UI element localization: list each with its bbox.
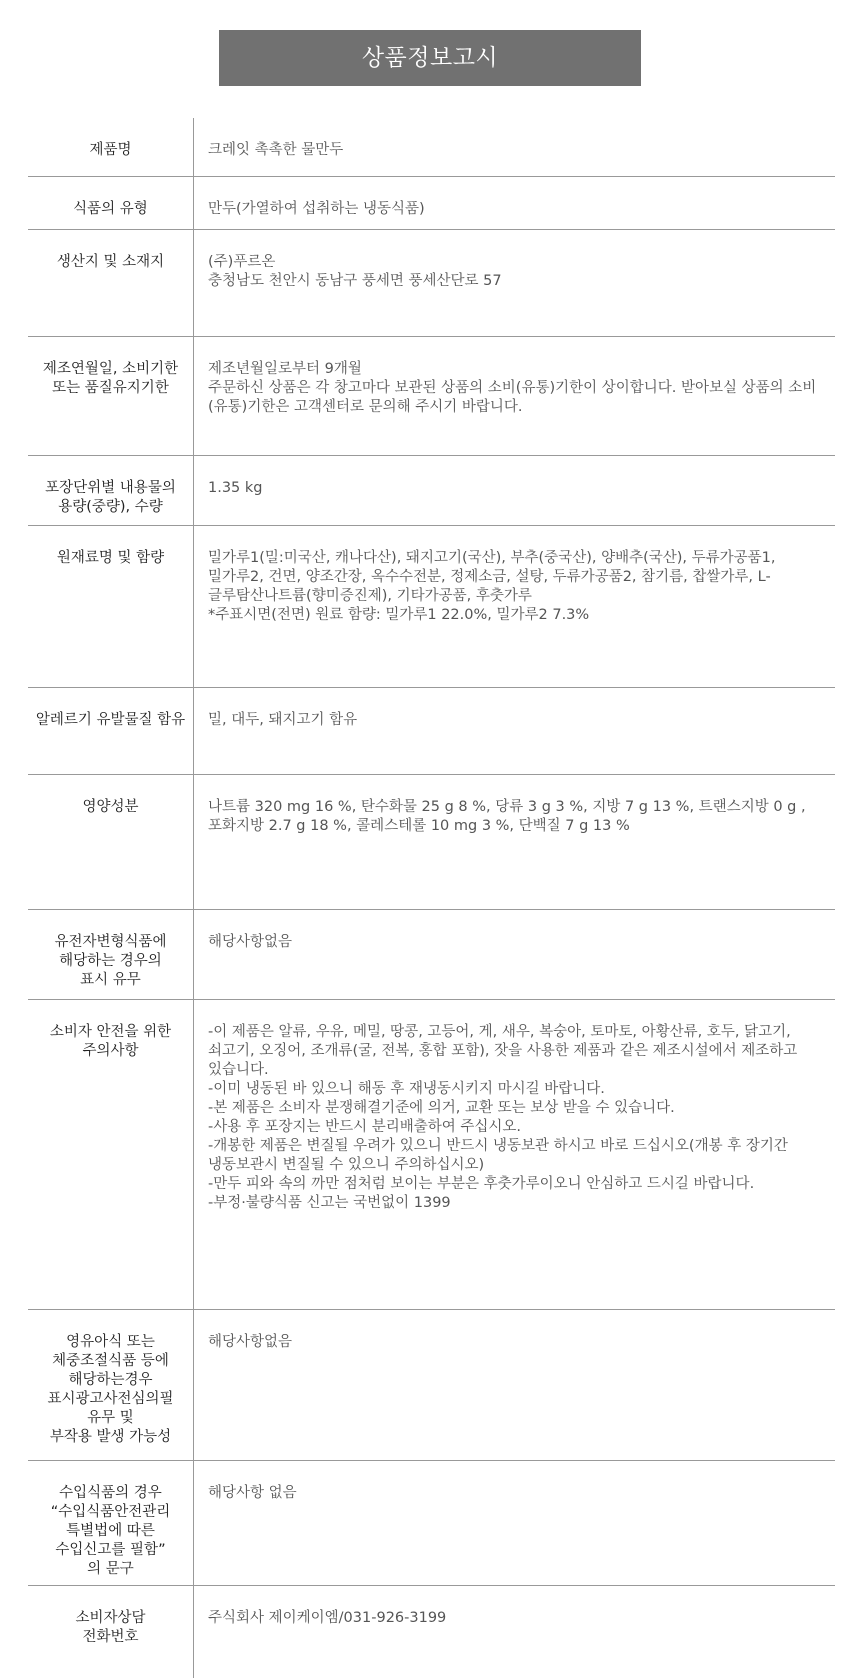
row-value: 제조년월일로부터 9개월 주문하신 상품은 각 창고마다 보관된 상품의 소비(유통)기한이 상이합니다. 받아보실 상품의 소비(유통)기한은 고객센터로 문의해 주시기 바랍니다.	[208, 361, 817, 415]
table-row	[28, 1310, 835, 1461]
table-row	[28, 1461, 835, 1586]
table-row	[28, 456, 835, 526]
table-row	[28, 118, 835, 177]
row-value: 나트륨 320 mg 16 %, 탄수화물 25 g 8 %, 당류 3 g 3 %, 지방 7 g 13 %, 트랜스지방 0 g , 포화지방 2.7 g 18 %, 콜레스테롤 10 mg 3 %, 단백질 7 g 13 %	[208, 799, 806, 834]
table-row	[28, 1586, 835, 1678]
table-row	[28, 177, 835, 230]
row-label: 수입식품의 경우 “수입식품안전관리 특별법에 따른 수입신고를 필함” 의 문구	[28, 1461, 194, 1585]
product-info-table	[28, 118, 835, 1678]
row-label: 유전자변형식품에 해당하는 경우의 표시 유무	[28, 910, 194, 999]
row-label: 원재료명 및 함량	[28, 526, 194, 687]
table-row	[28, 337, 835, 456]
row-value: (주)푸르온 충청남도 천안시 동남구 풍세면 풍세산단로 57	[208, 254, 502, 289]
row-label: 영양성분	[28, 775, 194, 909]
table-row	[28, 230, 835, 337]
row-label: 식품의 유형	[28, 177, 194, 229]
row-value: 밀가루1(밀:미국산, 캐나다산), 돼지고기(국산), 부추(중국산), 양배추(국산), 두류가공품1, 밀가루2, 건면, 양조간장, 옥수수전분, 정제소금, 설탕, 두류가공품2, 참기름, 찹쌀가루, L-글루탐산나트륨(향미증진제), 기타가공품, 후춧가루 *주표시면(전면) 원료 함량: 밀가루1 22.0%, 밀가루2 7.3%	[208, 550, 776, 623]
row-label: 제품명	[28, 118, 194, 176]
row-value: 밀, 대두, 돼지고기 함유	[208, 712, 358, 728]
row-label: 알레르기 유발물질 함유	[28, 688, 194, 774]
table-row	[28, 910, 835, 1000]
table-row	[28, 526, 835, 688]
row-label: 포장단위별 내용물의 용량(중량), 수량	[28, 456, 194, 525]
row-value: 해당사항 없음	[208, 1485, 297, 1501]
row-value: -이 제품은 알류, 우유, 메밀, 땅콩, 고등어, 게, 새우, 복숭아, 토마토, 아황산류, 호두, 닭고기, 쇠고기, 오징어, 조개류(굴, 전복, 홍합 포함), 잣을 사용한 제품과 같은 제조시설에서 제조하고 있습니다. -이미 냉동된 바 있으니 해동 후 재냉동시키지 마시길 바랍니다. -본 제품은 소비자 분쟁해결기준에 의거, 교환 또는 보상 받을 수 있습니다. -사용 후 포장지는 반드시 분리배출하여 주십시오. -개봉한 제품은 변질될 우려가 있으니 반드시 냉동보관 하시고 바로 드십시오(개봉 후 장기간 냉동보관시 변질될 수 있으니 주의하십시오) -만두 피와 속의 까만 점처럼 보이는 부분은 후춧가루이오니 안심하고 드시길 바랍니다. -부정·불량식품 신고는 국번없이 1399	[208, 1024, 798, 1211]
row-value: 해당사항없음	[208, 1334, 293, 1350]
row-label: 소비자 안전을 위한 주의사항	[28, 1000, 194, 1309]
row-value: 해당사항없음	[208, 934, 293, 950]
row-value: 1.35 kg	[208, 480, 263, 496]
row-value: 크레잇 촉촉한 물만두	[208, 142, 344, 158]
table-row	[28, 1000, 835, 1310]
row-label: 소비자상담 전화번호	[28, 1586, 194, 1678]
row-label: 제조연월일, 소비기한 또는 품질유지기한	[28, 337, 194, 455]
table-row	[28, 775, 835, 910]
row-value: 주식회사 제이케이엠/031-926-3199	[208, 1610, 447, 1626]
row-value: 만두(가열하여 섭취하는 냉동식품)	[208, 201, 425, 217]
page-title: 상품정보고시	[219, 30, 641, 86]
row-label: 생산지 및 소재지	[28, 230, 194, 336]
row-label: 영유아식 또는 체중조절식품 등에 해당하는경우 표시광고사전심의필 유무 및 부작용 발생 가능성	[28, 1310, 194, 1460]
table-row	[28, 688, 835, 775]
